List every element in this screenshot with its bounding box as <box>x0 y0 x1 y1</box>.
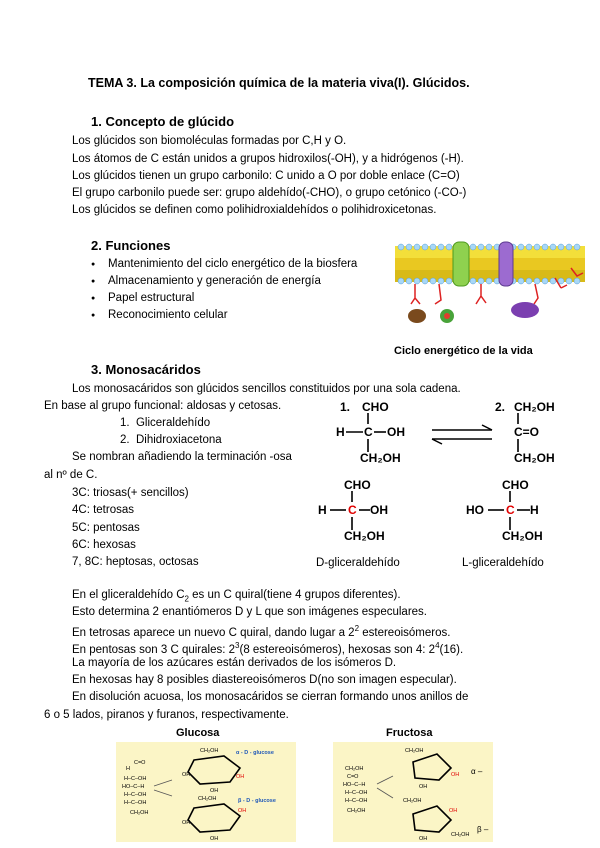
s3-base: En base al grupo funcional: aldosas y cetosas. <box>44 400 282 412</box>
para-4b: (8 estereoisómeros), hexosas son 4: 2 <box>239 643 436 656</box>
para-line-4 <box>72 639 463 657</box>
svg-text:HO–C–H: HO–C–H <box>122 784 145 790</box>
svg-text:OH: OH <box>182 820 191 826</box>
l-ho: HO <box>466 503 484 517</box>
function-item: ● Mantenimiento del ciclo energético de la biosfera <box>108 258 357 270</box>
d-c: C <box>348 503 357 517</box>
svg-text:OH: OH <box>451 772 460 778</box>
glucosa-panel <box>116 742 296 842</box>
l-bonds <box>470 488 550 533</box>
s3-list-2: 2. Dihidroxiacetona <box>120 434 222 446</box>
para-4-sup2: 4 <box>435 641 440 650</box>
d-oh: OH <box>370 503 388 517</box>
beta-glucose-label: β - D - glucose <box>238 798 276 804</box>
para-4c: (16). <box>439 643 464 656</box>
structure-2-number: 2. <box>495 400 506 414</box>
s1-h: H <box>336 425 345 439</box>
section-2-heading: 2. Funciones <box>91 238 171 253</box>
d-h: H <box>318 503 327 517</box>
svg-text:CH₂OH: CH₂OH <box>345 766 364 772</box>
s2-ch2oh-top: CH₂OH <box>514 400 555 414</box>
s3-intro: Los monosacáridos son glúcidos sencillos constituidos por una sola cadena. <box>72 383 461 395</box>
s1-ch2oh: CH₂OH <box>360 451 401 465</box>
para-line-7: En disolución acuosa, los monosacáridos se cierran formando unos anillos de <box>72 691 469 703</box>
l-h: H <box>530 503 539 517</box>
page-title: TEMA 3. La composición química de la materia viva(I). Glúcidos. <box>88 76 470 90</box>
svg-text:OH: OH <box>449 808 458 814</box>
s2-ch2oh-bottom: CH₂OH <box>514 451 555 465</box>
s1-cho: CHO <box>362 400 389 414</box>
svg-text:CH₂OH: CH₂OH <box>130 810 149 816</box>
s1-line-1: Los glúcidos son biomoléculas formadas por C,H y O. <box>72 135 347 147</box>
para-line-3 <box>72 622 450 640</box>
section-3-heading: 3. Monosacáridos <box>91 362 201 377</box>
para-line-1 <box>72 588 401 606</box>
alpha-fructose-label: α – <box>471 767 483 776</box>
svg-text:C=O: C=O <box>347 774 359 780</box>
fructosa-panel <box>333 742 493 842</box>
glucose-ring-structures <box>116 742 296 842</box>
s1-c: C <box>364 425 373 439</box>
structure-1-bonds <box>330 410 420 455</box>
svg-text:CH₂OH: CH₂OH <box>200 748 219 754</box>
section-1-heading: 1. Concepto de glúcido <box>91 114 235 129</box>
svg-text:H–C–OH: H–C–OH <box>345 790 368 796</box>
s3-type-5: 7, 8C: heptosas, octosas <box>72 556 199 568</box>
svg-text:CH₂OH: CH₂OH <box>198 796 217 802</box>
svg-text:H–C–OH: H–C–OH <box>124 792 147 798</box>
svg-text:H–C–OH: H–C–OH <box>345 798 368 804</box>
para-3a: En tetrosas aparece un nuevo C quiral, dando lugar a 2 <box>72 626 355 639</box>
l-gliceraldehido-label: L-gliceraldehído <box>462 557 544 569</box>
s3-type-1: 3C: triosas(+ sencillos) <box>72 487 189 499</box>
function-item: ● Papel estructural <box>108 292 194 304</box>
d-gliceraldehido-label: D-gliceraldehído <box>316 557 400 569</box>
para-1-sub: 2 <box>184 594 189 604</box>
s1-line-5: Los glúcidos se definen como polihidroxialdehídos o polihidroxicetonas. <box>72 204 437 216</box>
l-c: C <box>506 503 515 517</box>
d-ch2oh: CH₂OH <box>344 529 385 543</box>
para-3b: estereoisómeros. <box>359 626 451 639</box>
svg-text:OH: OH <box>182 772 191 778</box>
d-cho: CHO <box>344 478 371 492</box>
s3-type-4: 6C: hexosas <box>72 539 136 551</box>
glucosa-caption: Glucosa <box>176 727 220 739</box>
svg-text:C=O: C=O <box>134 760 146 766</box>
beta-fructose-label: β – <box>477 825 489 834</box>
para-3-sup: 2 <box>354 624 360 633</box>
s3-naming-2: al nº de C. <box>44 469 98 481</box>
s2-co: C=O <box>514 425 540 439</box>
fructose-ring-structures <box>333 742 493 842</box>
svg-text:H: H <box>126 766 130 772</box>
svg-text:H–C–OH: H–C–OH <box>124 800 147 806</box>
l-cho: CHO <box>502 478 529 492</box>
para-4a: En pentosas son 3 C quirales: 2 <box>72 643 236 656</box>
s1-line-4: El grupo carbonilo puede ser: grupo aldehído(-CHO), o grupo cetónico (-CO-) <box>72 187 467 199</box>
svg-text:CH₂OH: CH₂OH <box>451 832 470 838</box>
membrane-caption: Ciclo energético de la vida <box>394 345 533 357</box>
alpha-glucose-label: α - D - glucose <box>236 750 274 756</box>
para-line-8: 6 o 5 lados, piranos y furanos, respectivamente. <box>44 709 289 721</box>
para-1b: es un C quiral(tiene 4 grupos diferentes). <box>188 589 401 601</box>
s3-type-3: 5C: pentosas <box>72 522 140 534</box>
svg-text:CH₂OH: CH₂OH <box>405 748 424 754</box>
svg-text:OH: OH <box>419 784 428 790</box>
l-ch2oh: CH₂OH <box>502 529 543 543</box>
function-item: ● Reconocimiento celular <box>108 309 228 321</box>
para-line-5: La mayoría de los azúcares están derivados de los isómeros D. <box>72 657 397 669</box>
para-4-sup1: 3 <box>235 641 240 650</box>
fructosa-caption: Fructosa <box>386 727 433 739</box>
s3-list-2-text: Dihidroxiacetona <box>135 434 222 446</box>
s3-list-1: 1. Gliceraldehído <box>120 417 211 429</box>
svg-text:H–C–OH: H–C–OH <box>124 776 147 782</box>
svg-text:OH: OH <box>210 788 219 794</box>
function-item: ● Almacenamiento y generación de energía <box>108 275 321 287</box>
equilibrium-arrows <box>428 424 498 446</box>
para-line-2: Esto determina 2 enantiómeros D y L que son imágenes especulares. <box>72 606 427 618</box>
s3-type-2: 4C: tetrosas <box>72 504 134 516</box>
para-1a: En el gliceraldehído C <box>72 589 185 601</box>
para-line-6: En hexosas hay 8 posibles diastereoisómeros D(no son imagen especular). <box>72 674 457 686</box>
structure-2-bonds <box>510 410 530 455</box>
structure-1-number: 1. <box>340 400 351 414</box>
d-bonds <box>315 488 405 533</box>
svg-text:CH₂OH: CH₂OH <box>403 798 422 804</box>
svg-text:OH: OH <box>236 774 245 780</box>
cell-membrane-illustration <box>395 238 585 333</box>
svg-text:OH: OH <box>238 808 247 814</box>
s1-line-2: Los átomos de C están unidos a grupos hidroxilos(-OH), y a hidrógenos (-H). <box>72 153 464 165</box>
svg-text:CH₂OH: CH₂OH <box>347 808 366 814</box>
s1-line-3: Los glúcidos tienen un grupo carbonilo: C unido a O por doble enlace (C=O) <box>72 170 460 182</box>
s1-oh: OH <box>387 425 405 439</box>
svg-text:OH: OH <box>210 836 219 842</box>
svg-text:HO–C–H: HO–C–H <box>343 782 366 788</box>
s3-list-1-text: Gliceraldehído <box>135 417 211 429</box>
svg-text:OH: OH <box>419 836 428 842</box>
s3-naming-1: Se nombran añadiendo la terminación -osa <box>72 451 292 463</box>
